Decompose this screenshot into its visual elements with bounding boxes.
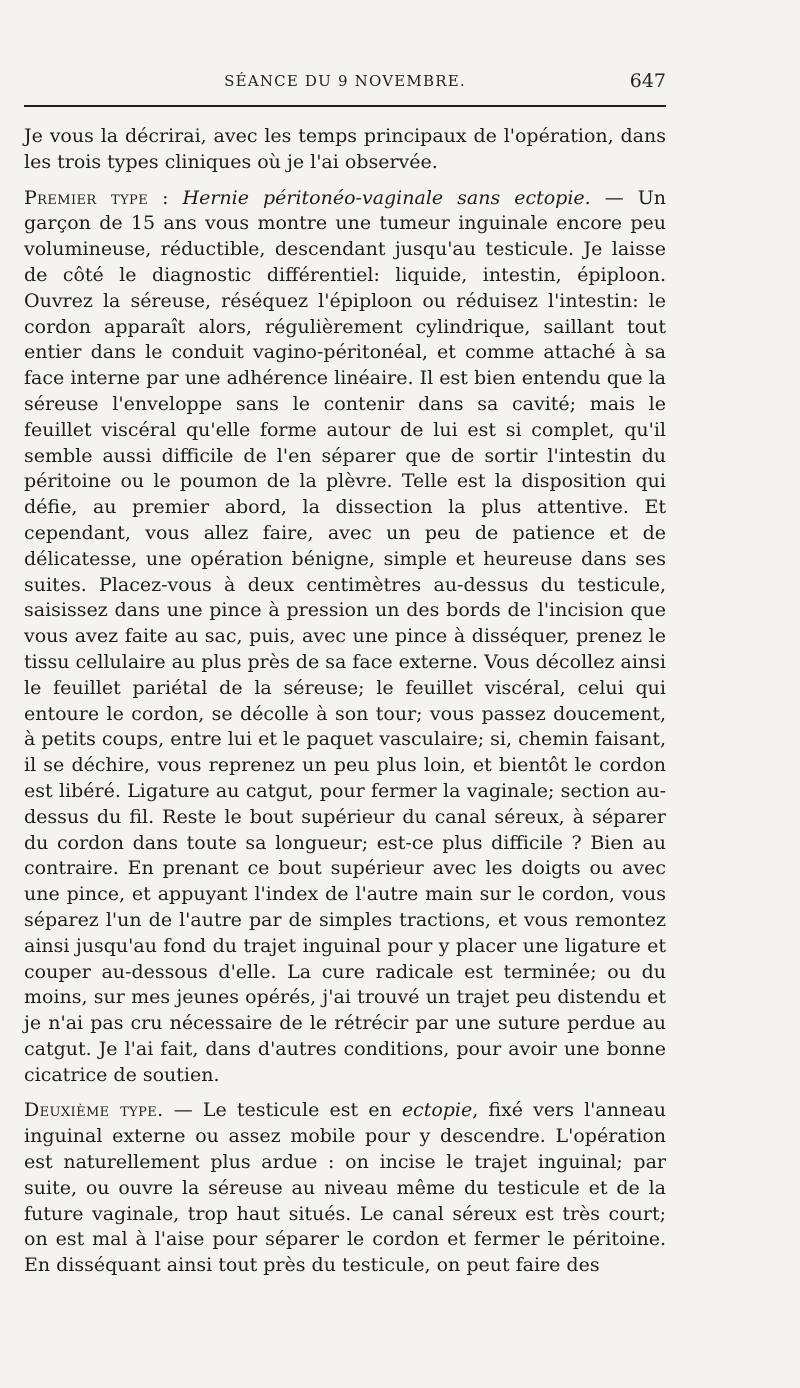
page-number: 647 xyxy=(629,70,666,92)
section-text-after-deuxieme-type: , fixé vers l'anneau inguinal externe ou assez mobile pour y descendre. L'opération est naturellement plus ardue : on incise le trajet inguinal; par suite, ou ouvre la séreuse au niveau même du testicule et de la future vaginale, trop haut situés. Le canal séreux est très court; on est mal à l'aise pour séparer le cordon et fermer le péritoine. En disséquant ainsi tout près du testicule, on peut faire des xyxy=(24,1099,667,1277)
section-title-premier-type: Hernie péritonéo-vaginale sans ectopie. xyxy=(182,186,591,209)
intro-text: Je vous la décrirai, avec les temps principaux de l'opération, dans les trois types cliniques où je l'ai observée. xyxy=(24,125,666,173)
section-separator: : xyxy=(148,186,183,209)
section-label-premier-type: Premier type xyxy=(24,186,149,209)
italic-term-ectopie: ectopie xyxy=(401,1099,473,1122)
section-text-premier-type: — Un garçon de 15 ans vous montre une tumeur inguinale encore peu volumineuse, réductible, descendant jusqu'au testicule. Je laisse de côté le diagnostic différentiel: liquide, intestin, épiploon. Ouvrez la séreuse, réséquez l'épiploon ou réduisez l'intestin: le cordon apparaît alors, régulièrement cylindrique, saillant tout entier dans le conduit vagino-péritonéal, et comme attaché à sa face interne par une adhérence linéaire. Il est bien entendu que la séreuse l'enveloppe sans le contenir dans sa cavité; mais le feuillet viscéral qu'elle forme autour de lui est si complet, qu'il semble aussi difficile de l'en séparer que de sortir l'intestin du péritoine ou le poumon de la plèvre. Telle est la disposition qui défie, au premier abord, la dissection la plus attentive. Et cependant, vous allez faire, avec un peu de patience et de délicatesse, une opération bénigne, simple et heureuse dans ses suites. Placez-vous à deux centimètres au-dessus du testicule, saisissez dans une pince à pression un des bords de l'incision que vous avez faite au sac, puis, avec une pince à disséquer, prenez le tissu cellulaire au plus près de sa face externe. Vous décollez ainsi le feuillet pariétal de la séreuse; le feuillet viscéral, celui qui entoure le cordon, se décolle à son tour; vous passez doucement, à petits coups, entre lui et le paquet vasculaire; si, chemin faisant, il se déchire, vous reprenez un peu plus loin, et bientôt le cordon est libéré. Ligature au catgut, pour fermer la vaginale; section au-dessus du fil. Reste le bout supérieur du canal séreux, à séparer du cordon dans toute sa longueur; est-ce plus difficile ? Bien au contraire. En prenant ce bout supérieur avec les doigts ou avec une pince, et appuyant l'index de l'autre main sur le cordon, vous séparez l'un de l'autre par de simples tractions, et vous remontez ainsi jusqu'au fond du trajet inguinal pour y placer une ligature et couper au-dessous d'elle. La cure radicale est terminée; ou du moins, sur mes jeunes opérés, j'ai trouvé un trajet peu distendu et je n'ai pas cru nécessaire de le rétrécir par une suture perdue au catgut. Je l'ai fait, dans d'autres conditions, pour avoir une bonne cicatrice de soutien. xyxy=(24,186,666,1086)
body-text xyxy=(24,124,666,1279)
section-premier-type xyxy=(24,186,666,1089)
intro-paragraph xyxy=(24,124,666,176)
header-rule xyxy=(24,105,666,107)
section-text-before-deuxieme-type: — Le testicule est en xyxy=(163,1099,402,1122)
section-deuxieme-type xyxy=(24,1098,666,1279)
running-head: SÉANCE DU 9 NOVEMBRE. xyxy=(224,72,466,90)
page-header xyxy=(24,72,666,102)
section-label-deuxieme-type: Deuxième type. xyxy=(24,1099,164,1122)
